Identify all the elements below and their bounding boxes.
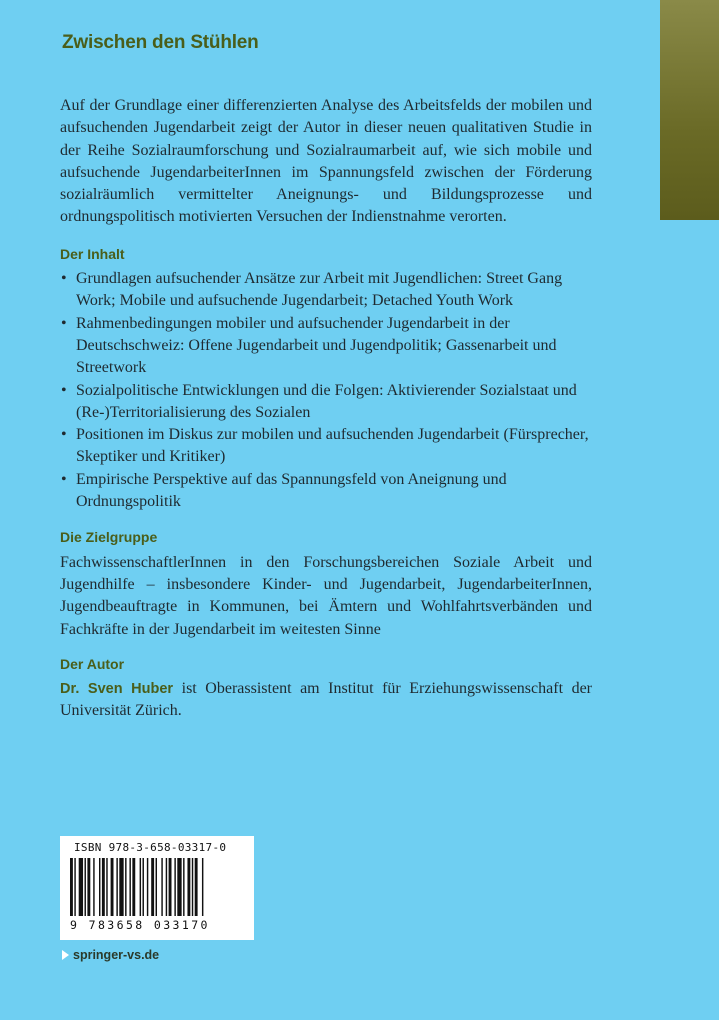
autor-heading: Der Autor xyxy=(60,655,125,672)
author-name: Dr. Sven Huber xyxy=(60,681,174,698)
list-item: • Empirische Perspektive auf das Spannungsfeld von Aneignung und Ordnungspolitik xyxy=(61,470,507,511)
website-label: springer-vs.de xyxy=(73,948,160,962)
list-item: • Grundlagen aufsuchender Ansätze zur Arbeit mit Jugendlichen: Street Gang Work; Mobile und aufsuchende Jugendarbeit; Detached Youth Work xyxy=(61,270,563,310)
author-bio: ist Oberassistent am Institut für Erziehungswissenschaft der Universität Zürich. xyxy=(60,680,593,720)
book-title: Zwischen den Stühlen xyxy=(62,32,259,53)
zielgruppe-text: FachwissenschaftlerInnen in den Forschungsbereichen Soziale Arbeit und Jugendhilfe – insbesondere Kinder- und Jugendarbeit, JugendarbeiterInnen, Jugendbeauftragte in Kommunen, bei Ämtern und Wohlfahrtsverbänden und Fachkräfte in der Jugendarbeit im weitesten Sinne xyxy=(60,553,592,638)
intro-paragraph: Auf der Grundlage einer differenzierten Analyse des Arbeitsfelds der mobilen und aufsuchenden Jugendarbeit zeigt der Autor in dieser neuen qualitativen Studie in der Reihe Sozialraumforschung und Sozialraumarbeit auf, wie sich mobile und aufsuchende JugendarbeiterInnen im Spannungsfeld zwischen der Förderung sozialräumlich vermittelter Aneignungs- und Bildungsprozesse und ordnungspolitisch motivierten Versuchen der Indienstnahme verorten. xyxy=(60,97,592,226)
ean-digits: 9 783658 033170 xyxy=(70,918,210,932)
isbn-number: ISBN 978-3-658-03317-0 xyxy=(74,841,227,854)
list-item: • Sozialpolitische Entwicklungen und die Folgen: Aktivierender Sozialstaat und (Re-)Territorialisierung des Sozialen xyxy=(61,381,577,421)
isbn-barcode xyxy=(60,836,254,940)
list-item: • Positionen im Diskus zur mobilen und aufsuchenden Jugendarbeit (Fürsprecher, Skeptiker und Kritiker) xyxy=(61,426,589,466)
corner-color-band xyxy=(660,0,719,220)
inhalt-heading: Der Inhalt xyxy=(60,245,125,262)
list-item: • Rahmenbedingungen mobiler und aufsuchender Jugendarbeit in der Deutschschweiz: Offene Jugendarbeit und Jugendpolitik; Gassenarbeit und Streetwork xyxy=(61,314,557,377)
website-link[interactable] xyxy=(62,948,159,962)
autor-text xyxy=(60,678,592,723)
zielgruppe-heading: Die Zielgruppe xyxy=(60,529,158,546)
barcode-bars xyxy=(66,858,248,920)
arrow-right-icon xyxy=(62,950,69,960)
inhalt-list xyxy=(60,268,592,513)
back-cover-text xyxy=(60,95,592,723)
